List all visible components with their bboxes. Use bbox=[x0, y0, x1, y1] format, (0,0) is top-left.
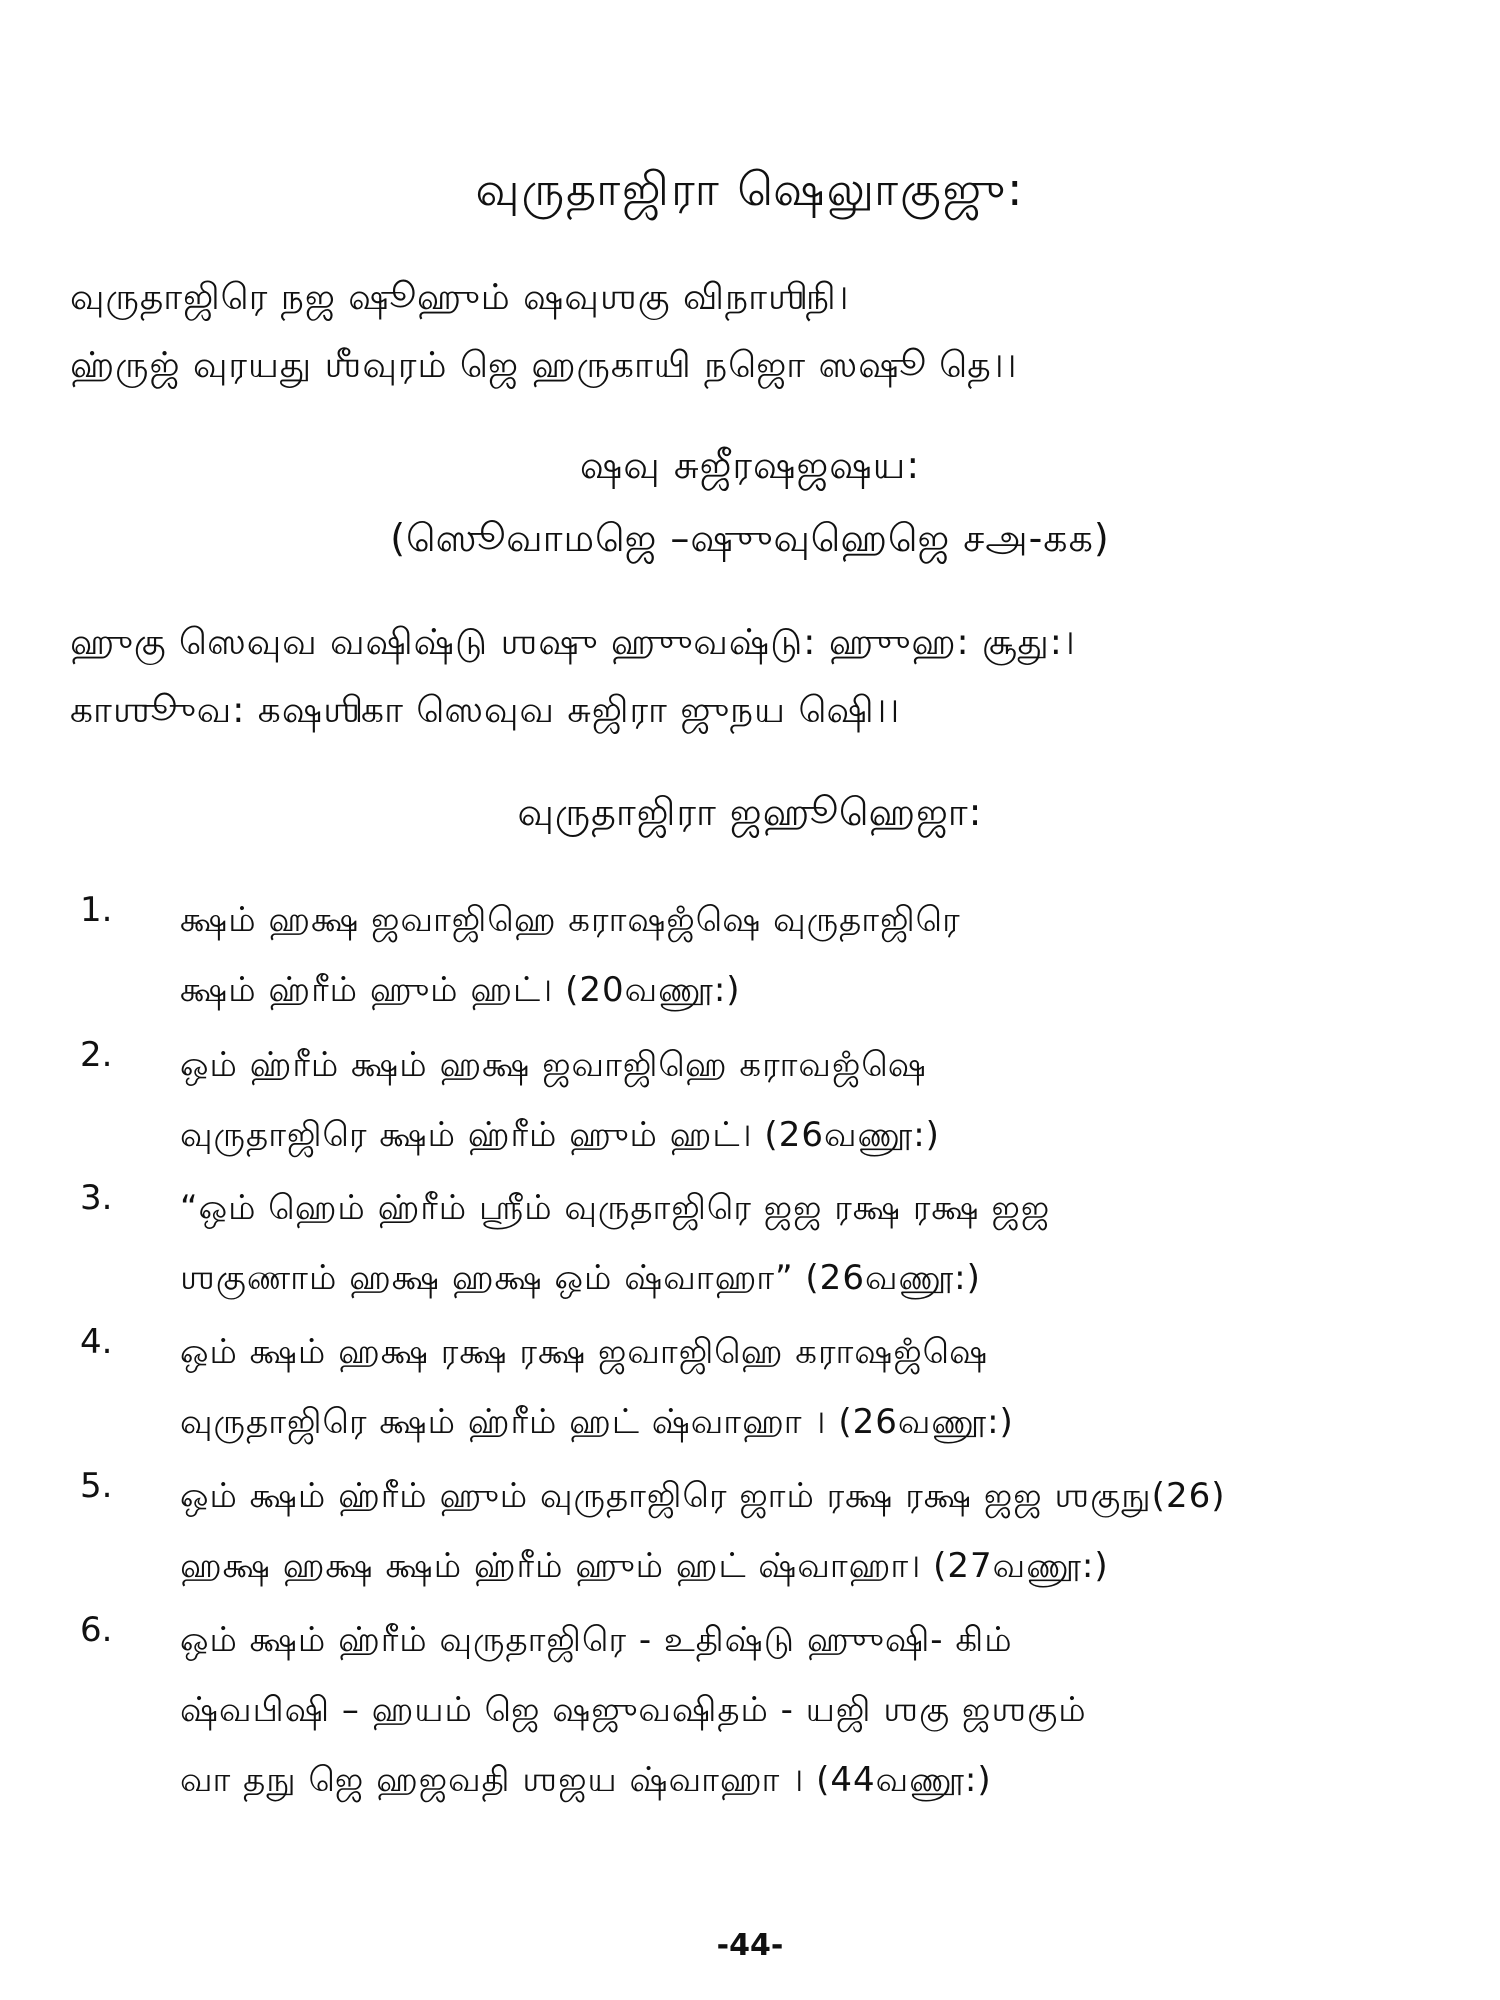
mantra-line: ஶகுணாம் ஹக்ஷ ஹக்ஷ ஒம் ஷ்வாஹா” (26வணூ:) bbox=[180, 1258, 981, 1298]
mantra-text bbox=[180, 1317, 1440, 1457]
page-title: வுருதாஜிரா ஷெலுாகுஜு: bbox=[475, 162, 1025, 216]
mantra-text bbox=[180, 885, 1440, 1025]
verse2-line-2: காஶூுவ: கஷஶிகா ஸெவுவ சுஜிரா ஜுநய ஷிெ।। bbox=[70, 690, 901, 731]
section-source: (ஸெூவாமஜெ –ஷுுவுஹெஜெ சஅ-கக) bbox=[390, 516, 1110, 560]
mantra-number: 1. bbox=[80, 890, 113, 930]
mantra-heading: வுருதாஜிரா ஜஹூஹெஜா: bbox=[517, 790, 983, 834]
mantra-line: வா தநு ஜெ ஹஜவதி ஶஜய ஷ்வாஹா । (44வணூ:) bbox=[180, 1760, 992, 1800]
mantra-line: வுருதாஜிரெ க்ஷம் ஹ்ரீம் ஹட் ஷ்வாஹா । (26வணூ:) bbox=[180, 1402, 1014, 1442]
mantra-line: க்ஷம் ஹ்ரீம் ஹும் ஹட்। (20வணூ:) bbox=[180, 970, 741, 1010]
mantra-line: “ஒம் ஹெம் ஹ்ரீம் ஶ்ரீம் வுருதாஜிரெ ஜஜ ரக்ஷ ரக்ஷ ஜஜ bbox=[180, 1188, 1051, 1228]
mantra-text bbox=[180, 1030, 1440, 1170]
verse1-line-1: வுருதாஜிரெ நஜ ஷூஹும் ஷவுஶகு விநாஶிநி। bbox=[70, 277, 850, 318]
verse1-line-2: ஹ்ருஜ் வுரயது ஶீவுரம் ஜெ ஹருகாயி நஜொ ஸஷூ தெ।। bbox=[70, 345, 1018, 386]
mantra-number: 3. bbox=[80, 1178, 113, 1218]
mantra-line: ஹக்ஷ ஹக்ஷ க்ஷம் ஹ்ரீம் ஹும் ஹட் ஷ்வாஹா। (27வணூ:) bbox=[180, 1546, 1109, 1586]
page-number: -44- bbox=[716, 1928, 784, 1963]
mantra-text bbox=[180, 1173, 1440, 1313]
section-heading: ஷவு சுஜீரஷஜஷய: bbox=[579, 443, 921, 487]
mantra-number: 2. bbox=[80, 1035, 113, 1075]
mantra-number: 5. bbox=[80, 1466, 113, 1506]
mantra-text bbox=[180, 1461, 1440, 1601]
mantra-line: க்ஷம் ஹக்ஷ ஜவாஜிஹெ கராஷஜஂஷெ வுருதாஜிரெ bbox=[180, 900, 961, 940]
mantra-line: ஷ்வபிஷி – ஹயம் ஜெ ஷஜுவஷிதம் - யஜி ஶகு ஜஶகும் bbox=[180, 1690, 1087, 1730]
mantra-line: ஒம் க்ஷம் ஹ்ரீம் ஹும் வுருதாஜிரெ ஜாம் ரக்ஷ ரக்ஷ ஜஜ ஶகுநு(26) bbox=[180, 1476, 1226, 1516]
mantra-text bbox=[180, 1605, 1440, 1815]
mantra-line: ஒம் ஹ்ரீம் க்ஷம் ஹக்ஷ ஜவாஜிஹெ கராவஜஂஷெ bbox=[180, 1045, 927, 1085]
verse2-line-1: ஹுகு ஸெவுவ வஷிஷ்டு ஶஷு ஹுுவஷ்டு: ஹுுஹ: சூது:। bbox=[70, 622, 1076, 663]
mantra-number: 4. bbox=[80, 1322, 113, 1362]
mantra-line: வுருதாஜிரெ க்ஷம் ஹ்ரீம் ஹும் ஹட்। (26வணூ:) bbox=[180, 1115, 940, 1155]
mantra-line: ஒம் க்ஷம் ஹ்ரீம் வுருதாஜிரெ - உதிஷ்டு ஹுுஷி- கிம் bbox=[180, 1620, 1013, 1660]
mantra-number: 6. bbox=[80, 1610, 113, 1650]
mantra-line: ஒம் க்ஷம் ஹக்ஷ ரக்ஷ ரக்ஷ ஜவாஜிஹெ கராஷஜஂஷெ bbox=[180, 1332, 989, 1372]
